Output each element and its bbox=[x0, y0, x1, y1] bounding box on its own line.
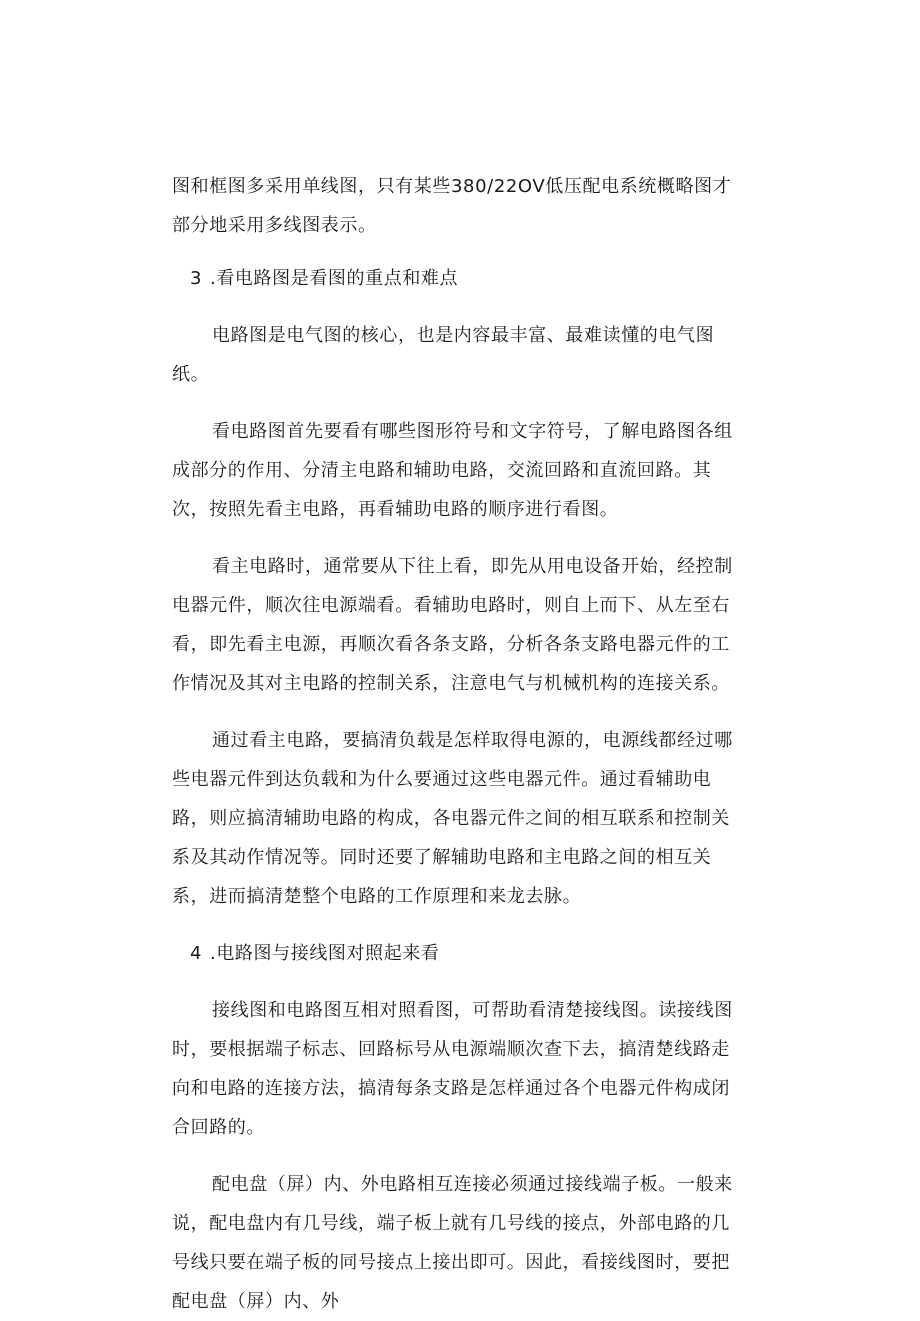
document-body bbox=[172, 167, 746, 1321]
section-heading-3 bbox=[172, 259, 746, 298]
section-number: 3 bbox=[190, 268, 203, 289]
paragraph: 看电路图首先要看有哪些图形符号和文字符号，了解电路图各组成部分的作用、分清主电路和辅助电路，交流回路和直流回路。其次，按照先看主电路，再看辅助电路的顺序进行看图。 bbox=[172, 421, 733, 520]
paragraph: 看主电路时，通常要从下往上看，即先从用电设备开始，经控制电器元件，顺次往电源端看。看辅助电路时，则自上而下、从左至右看，即先看主电源，再顺次看各条支路，分析各条支路电器元件的工作情况及其对主电路的控制关系，注意电气与机械机构的连接关系。 bbox=[172, 556, 733, 694]
paragraph: 接线图和电路图互相对照看图，可帮助看清楚接线图。读接线图时，要根据端子标志、回路标号从电源端顺次查下去，搞清楚线路走向和电路的连接方法，搞清每条支路是怎样通过各个电器元件构成闭合回路的。 bbox=[172, 1000, 733, 1138]
section-number: 4 bbox=[190, 943, 203, 964]
paragraph-continuation: 图和框图多采用单线图，只有某些380/22OV低压配电系统概略图才部分地采用多线图表示。 bbox=[172, 176, 732, 236]
paragraph: 电路图是电气图的核心，也是内容最丰富、最难读懂的电气图纸。 bbox=[172, 325, 715, 385]
paragraph: 通过看主电路，要搞清负载是怎样取得电源的，电源线都经过哪些电器元件到达负载和为什么要通过这些电器元件。通过看辅助电路，则应搞清辅助电路的构成，各电器元件之间的相互联系和控制关系及其动作情况等。同时还要了解辅助电路和主电路之间的相互关系，进而搞清楚整个电路的工作原理和来龙去脉。 bbox=[172, 730, 733, 907]
section-heading-4 bbox=[172, 934, 746, 973]
section-title: .电路图与接线图对照起来看 bbox=[210, 943, 440, 964]
paragraph: 配电盘（屏）内、外电路相互连接必须通过接线端子板。一般来说，配电盘内有几号线，端子板上就有几号线的接点，外部电路的几号线只要在端子板的同号接点上接出即可。因此，看接线图时，要把配电盘（屏）内、外 bbox=[172, 1174, 733, 1312]
section-title: .看电路图是看图的重点和难点 bbox=[210, 268, 459, 289]
